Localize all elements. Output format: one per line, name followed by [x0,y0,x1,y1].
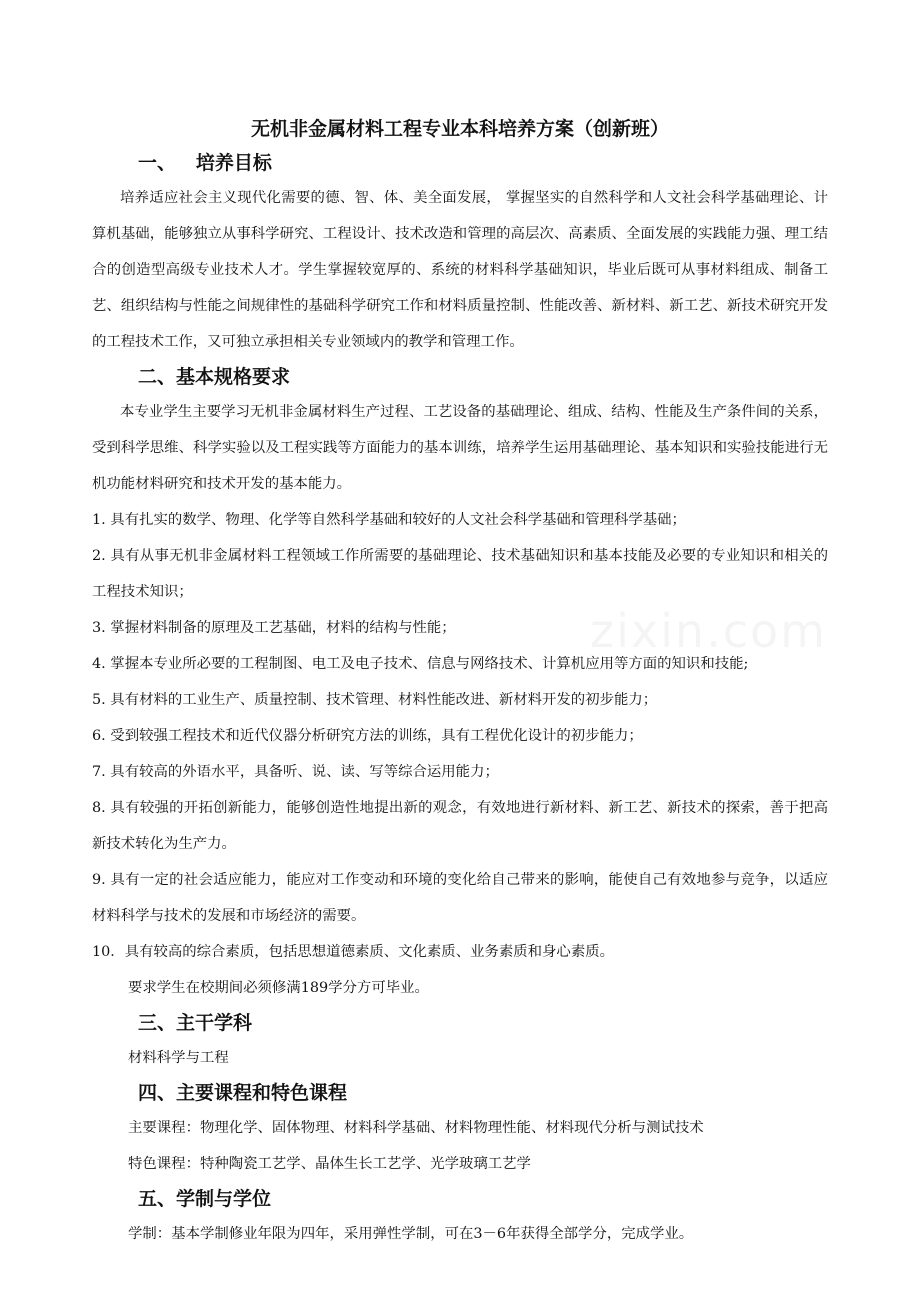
section-heading-training-goals: 一、 培养目标 [138,152,272,174]
credit-requirement-line: 要求学生在校期间必须修满189学分方可毕业。 [128,980,429,996]
requirement-item: 1. 具有扎实的数学、物理、化学等自然科学基础和较好的人文社会科学基础和管理科学基础； [92,512,686,528]
requirement-item: 8. 具有较强的开拓创新能力，能够创造性地提出新的观念，有效地进行新材料、新工艺、新技术的探索，善于把高新技术转化为生产力。 [92,800,828,852]
requirement-item: 7. 具有较高的外语水平，具备听、说、读、写等综合运用能力； [92,764,499,780]
training-goals-paragraph: 培养适应社会主义现代化需要的德、智、体、美全面发展， 掌握坚实的自然科学和人文社会科学基础理论、计算机基础，能够独立从事科学研究、工程设计、技术改造和管理的高层次、高素质、全面发展的实践能力强、理工结合的创造型高级专业技术人才。学生掌握较宽厚的、系统的材料科学基础知识，毕业后既可从事材料组成、制备工艺、组织结构与性能之间规律性的基础科学研究工作和材料质量控制、性能改善、新材料、新工艺、新技术研究开发的工程技术工作，又可独立承担相关专业领域内的教学和管理工作。 [92,190,828,350]
requirement-item: 6. 受到较强工程技术和近代仪器分析研究方法的训练，具有工程优化设计的初步能力； [92,728,643,744]
study-duration-line: 学制：基本学制修业年限为四年，采用弹性学制，可在3－6年获得全部学分，完成学业。 [128,1226,694,1242]
requirement-item: 3. 掌握材料制备的原理及工艺基础，材料的结构与性能； [92,620,456,636]
section-heading-duration-degree: 五、学制与学位 [138,1188,272,1210]
requirement-item: 4. 掌握本专业所必要的工程制图、电工及电子技术、信息与网络技术、计算机应用等方面的知识和技能; [92,656,749,672]
main-discipline-line: 材料科学与工程 [128,1050,229,1066]
section-heading-courses: 四、主要课程和特色课程 [138,1082,348,1104]
document-title: 无机非金属材料工程专业本科培养方案（创新班） [250,118,669,140]
requirement-item: 10．具有较高的综合素质，包括思想道德素质、文化素质、业务素质和身心素质。 [92,944,614,960]
section-heading-main-discipline: 三、主干学科 [138,1012,253,1034]
requirement-item: 9. 具有一定的社会适应能力，能应对工作变动和环境的变化给自己带来的影响，能使自己有效地参与竞争，以适应材料科学与技术的发展和市场经济的需要。 [92,872,828,924]
section-heading-basic-requirements: 二、基本规格要求 [138,366,291,388]
main-courses-line: 主要课程：物理化学、固体物理、材料科学基础、材料物理性能、材料现代分析与测试技术 [128,1120,704,1136]
requirement-item: 2. 具有从事无机非金属材料工程领域工作所需要的基础理论、技术基础知识和基本技能及必要的专业知识和相关的工程技术知识； [92,548,828,600]
featured-courses-line: 特色课程：特种陶瓷工艺学、晶体生长工艺学、光学玻璃工艺学 [128,1156,531,1172]
requirements-intro-paragraph: 本专业学生主要学习无机非金属材料生产过程、工艺设备的基础理论、组成、结构、性能及生产条件间的关系，受到科学思维、科学实验以及工程实践等方面能力的基本训练，培养学生运用基础理论、基本知识和实验技能进行无机功能材料研究和技术开发的基本能力。 [92,404,828,492]
requirement-item: 5. 具有材料的工业生产、质量控制、技术管理、材料性能改进、新材料开发的初步能力； [92,692,658,708]
